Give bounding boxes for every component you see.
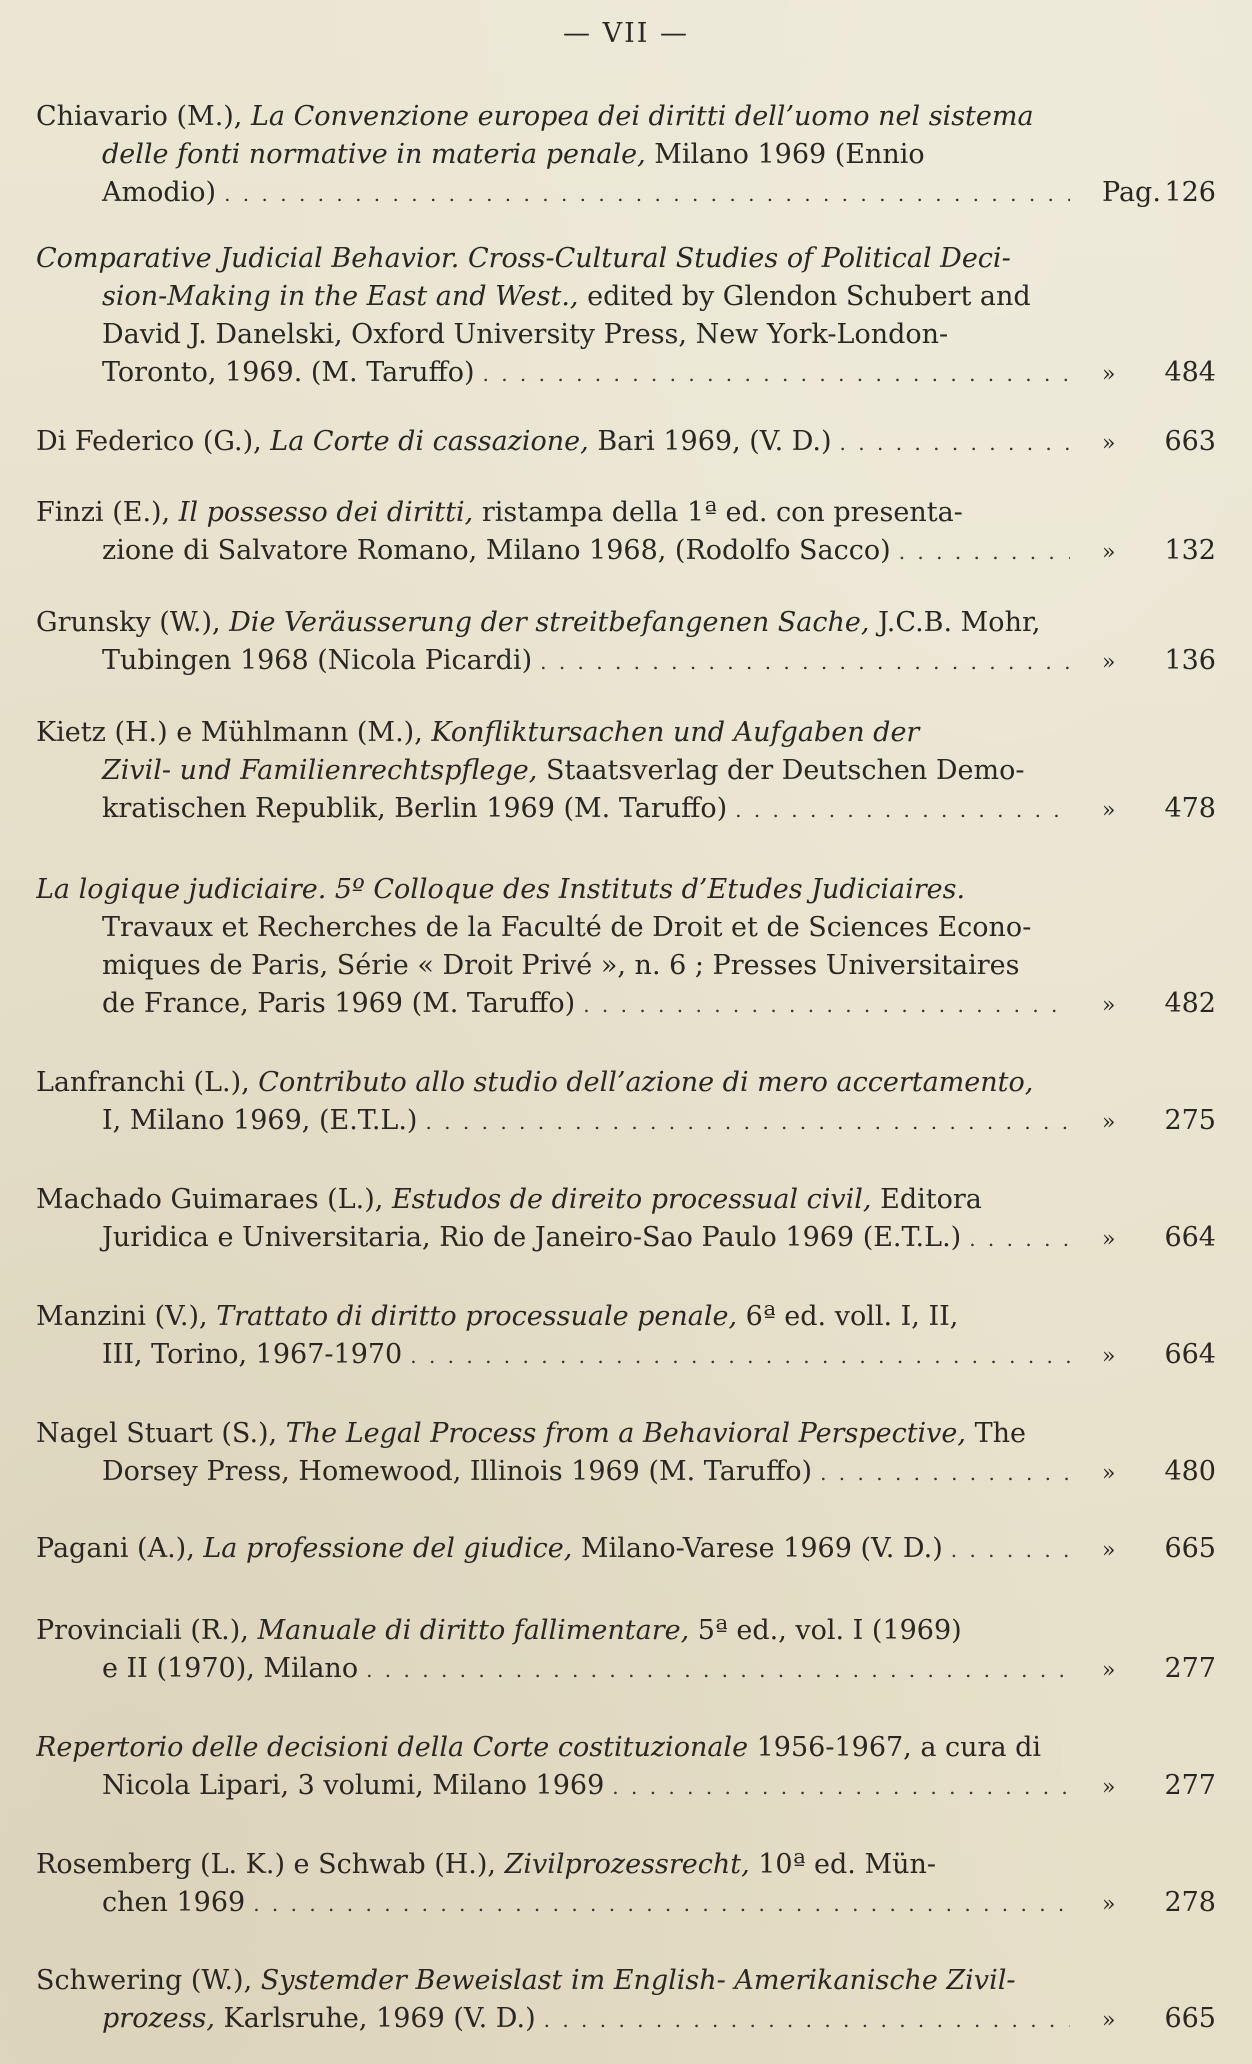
text-segment: Milano-Varese 1969 (V. D.)	[572, 1533, 943, 1564]
text-segment: Toronto, 1969. (M. Taruffo)	[102, 357, 475, 388]
italic-title-segment: La Corte di cassazione,	[270, 426, 589, 457]
bibliography-entry	[36, 1181, 1216, 1257]
page-number-ref: 665	[1164, 2003, 1216, 2034]
entry-line	[36, 871, 1070, 909]
dot-leader	[820, 1453, 1070, 1491]
text-segment: 6ª ed. voll. I, II,	[737, 1301, 959, 1332]
page-label: »	[1102, 1892, 1116, 1917]
text-segment: Kietz (H.) e Mühlmann (M.),	[36, 717, 432, 748]
entry-line-text	[102, 1453, 812, 1491]
page-number-ref: 278	[1164, 1887, 1216, 1918]
entry-line-text	[102, 1102, 417, 1140]
page-reference	[1066, 1219, 1216, 1259]
bibliography-entry	[36, 1729, 1216, 1805]
page-number-ref: 482	[1164, 988, 1216, 1019]
entry-line-text	[102, 532, 891, 570]
entry-line-text	[102, 950, 1019, 981]
bibliography-entry	[36, 1846, 1216, 1922]
text-segment: Schwering (W.),	[36, 1965, 261, 1996]
dot-leader	[899, 532, 1070, 570]
entry-line	[36, 604, 1070, 642]
entry-line-text	[36, 1615, 962, 1646]
text-segment: Tubingen 1968 (Nicola Picardi)	[102, 645, 533, 676]
entry-line-text	[36, 243, 1011, 274]
entry-line	[36, 174, 1070, 212]
entry-line-text	[36, 1732, 1041, 1763]
page-label: »	[1102, 540, 1116, 565]
italic-title-segment: Konfliktursachen und Aufgaben der	[431, 717, 920, 748]
text-segment: Dorsey Press, Homewood, Illinois 1969 (M. Taruffo)	[102, 1456, 813, 1487]
dot-leader	[735, 790, 1070, 828]
italic-title-segment: prozess,	[102, 2003, 215, 2034]
entry-line	[36, 1530, 1070, 1568]
text-segment: Travaux et Recherches de la Faculté de Droit et de Sciences Econo-	[102, 912, 1032, 943]
italic-title-segment: Manuale di diritto fallimentare,	[257, 1615, 690, 1646]
entry-line	[36, 1846, 1070, 1884]
entry-line	[36, 752, 1070, 790]
italic-title-segment: Comparative Judicial Behavior. Cross-Cultural Studies of Political Deci-	[36, 243, 1011, 274]
page-reference	[1066, 1650, 1216, 1690]
page-label: »	[1102, 1658, 1116, 1683]
text-segment: Bari 1969, (V. D.)	[588, 426, 832, 457]
entry-line-text	[36, 1184, 982, 1215]
dot-leader	[951, 1530, 1070, 1568]
page-reference	[1066, 1767, 1216, 1807]
dot-leader	[410, 1336, 1070, 1374]
text-segment: 10ª ed. Mün-	[749, 1849, 936, 1880]
entry-line	[36, 532, 1070, 570]
text-segment: III, Torino, 1967-1970	[102, 1339, 403, 1370]
page-label: »	[1102, 1344, 1116, 1369]
entry-line-text	[102, 1219, 961, 1257]
italic-title-segment: Zivilprozessrecht,	[504, 1849, 750, 1880]
entry-line-text	[102, 281, 1031, 312]
italic-title-segment: Estudos de direito processual civil,	[391, 1184, 872, 1215]
entry-line	[36, 985, 1070, 1023]
text-segment: Amodio)	[102, 177, 217, 208]
entry-line-text	[36, 1530, 943, 1568]
italic-title-segment: Systemder Beweislast im English- Amerikanische Zivil-	[260, 1965, 1016, 1996]
text-segment: Grunsky (W.),	[36, 607, 230, 638]
italic-title-segment: Il possesso dei diritti,	[178, 497, 474, 528]
page-label: »	[1102, 1461, 1116, 1486]
entry-line	[36, 423, 1070, 461]
entry-line	[36, 1453, 1070, 1491]
page-number-ref: 484	[1164, 357, 1216, 388]
italic-title-segment: Zivil- und Familienrechtspflege,	[102, 755, 538, 786]
page-number-ref: 275	[1164, 1105, 1216, 1136]
text-segment: Provinciali (R.),	[36, 1615, 258, 1646]
text-segment: Machado Guimaraes (L.),	[36, 1184, 392, 1215]
italic-title-segment: Die Veräusserung der streitbefangenen Sache,	[229, 607, 870, 638]
entry-line-text	[102, 790, 727, 828]
text-segment: Karlsruhe, 1969 (V. D.)	[214, 2003, 536, 2034]
entry-line-text	[36, 1418, 1026, 1449]
text-segment: Rosemberg (L. K.) e Schwab (H.),	[36, 1849, 505, 1880]
dot-leader	[540, 642, 1070, 680]
page-number-ref: 480	[1164, 1456, 1216, 1487]
page-number-ref: 132	[1164, 535, 1216, 566]
entry-line	[36, 1650, 1070, 1688]
entry-line-text	[102, 1884, 245, 1922]
entry-line	[36, 2000, 1070, 2038]
text-segment: kratischen Republik, Berlin 1969 (M. Taruffo)	[102, 793, 728, 824]
entry-line-text	[102, 354, 475, 392]
page-number: — VII —	[563, 18, 689, 49]
page-label: »	[1102, 1538, 1116, 1563]
entry-line-text	[36, 497, 963, 528]
entry-line-text	[102, 174, 216, 212]
text-segment: 1956-1967, a cura di	[748, 1732, 1042, 1763]
text-segment: de France, Paris 1969 (M. Taruffo)	[102, 988, 576, 1019]
dot-leader	[366, 1650, 1070, 1688]
text-segment: Di Federico (G.),	[36, 426, 271, 457]
entry-line	[36, 1612, 1070, 1650]
page-reference	[1066, 1530, 1216, 1570]
italic-title-segment: sion-Making in the East and West.,	[102, 281, 579, 312]
entry-line-text	[102, 1336, 402, 1374]
italic-title-segment: La logique judiciaire. 5º Colloque des Instituts d’Etudes Judiciaires.	[36, 874, 966, 905]
entry-line	[36, 790, 1070, 828]
page-reference	[1066, 642, 1216, 682]
entry-line	[36, 1102, 1070, 1140]
italic-title-segment: La professione del giudice,	[203, 1533, 573, 1564]
page-number-ref: 663	[1164, 426, 1216, 457]
entry-line-text	[102, 1650, 358, 1688]
entry-line-text	[36, 101, 1034, 132]
entry-line-text	[36, 717, 919, 748]
page-label: »	[1102, 993, 1116, 1018]
page-label: »	[1102, 1227, 1116, 1252]
entry-line	[36, 354, 1070, 392]
page-number-ref: 478	[1164, 793, 1216, 824]
entry-line	[36, 278, 1070, 316]
text-segment: 5ª ed., vol. I (1969)	[689, 1615, 962, 1646]
bibliography-entry	[36, 1530, 1216, 1568]
page-label: Pag.	[1102, 177, 1161, 208]
italic-title-segment: Contributo allo studio dell’azione di mero accertamento,	[258, 1067, 1034, 1098]
text-segment: edited by Glendon Schubert and	[578, 281, 1031, 312]
page-reference	[1066, 2000, 1216, 2040]
entry-line	[36, 1064, 1070, 1102]
entry-line-text	[102, 319, 948, 350]
bibliography-entry	[36, 240, 1216, 392]
bibliography-entry	[36, 1064, 1216, 1140]
page-reference	[1066, 423, 1216, 463]
entry-line	[36, 98, 1070, 136]
dot-leader	[425, 1102, 1070, 1140]
page-number-ref: 126	[1164, 177, 1216, 208]
page-label: »	[1102, 1110, 1116, 1135]
entry-line	[36, 1415, 1070, 1453]
entry-line	[36, 1219, 1070, 1257]
entry-line-text	[36, 874, 965, 905]
text-segment: I, Milano 1969, (E.T.L.)	[102, 1105, 418, 1136]
entry-line	[36, 494, 1070, 532]
page-label: »	[1102, 1775, 1116, 1800]
entry-line-text	[102, 985, 575, 1023]
bibliography-entry	[36, 871, 1216, 1023]
italic-title-segment: delle fonti normative in materia penale,	[102, 139, 646, 170]
entry-line	[36, 1336, 1070, 1374]
bibliography-entry	[36, 714, 1216, 828]
entry-line	[36, 1767, 1070, 1805]
entry-line-text	[102, 1767, 604, 1805]
page-reference	[1066, 1102, 1216, 1142]
entry-line-text	[36, 1301, 958, 1332]
italic-title-segment: Trattato di diritto processuale penale,	[216, 1301, 738, 1332]
page-reference	[1066, 174, 1216, 212]
entry-line	[36, 1181, 1070, 1219]
text-segment: Finzi (E.),	[36, 497, 179, 528]
entry-line-text	[102, 139, 925, 170]
entry-line	[36, 316, 1070, 354]
entry-line	[36, 714, 1070, 752]
entry-line-text	[36, 423, 832, 461]
page-label: »	[1102, 2008, 1116, 2033]
dot-leader	[612, 1767, 1070, 1805]
text-segment: J.C.B. Mohr,	[869, 607, 1041, 638]
dot-leader	[253, 1884, 1070, 1922]
page-reference	[1066, 985, 1216, 1025]
entry-line	[36, 1884, 1070, 1922]
page-label: »	[1102, 798, 1116, 823]
page-number-ref: 664	[1164, 1339, 1216, 1370]
page-label: »	[1102, 431, 1116, 456]
text-segment: miques de Paris, Série « Droit Privé », n. 6 ; Presses Universitaires	[102, 950, 1020, 981]
entry-line	[36, 1729, 1070, 1767]
entry-line-text	[102, 2000, 536, 2038]
text-segment: Nicola Lipari, 3 volumi, Milano 1969	[102, 1770, 605, 1801]
entry-line	[36, 947, 1070, 985]
entry-line-text	[102, 642, 532, 680]
entry-line	[36, 642, 1070, 680]
page-reference	[1066, 1884, 1216, 1924]
text-segment: Staatsverlag der Deutschen Demo-	[537, 755, 1025, 786]
dot-leader	[969, 1219, 1070, 1257]
bibliography-entry	[36, 1415, 1216, 1491]
bibliography-entry	[36, 1298, 1216, 1374]
entry-line	[36, 1298, 1070, 1336]
text-segment: Pagani (A.),	[36, 1533, 204, 1564]
entry-line	[36, 909, 1070, 947]
page-number-ref: 277	[1164, 1770, 1216, 1801]
bibliography-entry	[36, 604, 1216, 680]
bibliography-entry	[36, 1962, 1216, 2038]
text-segment: Nagel Stuart (S.),	[36, 1418, 286, 1449]
text-segment: The	[966, 1418, 1026, 1449]
page-number-ref: 664	[1164, 1222, 1216, 1253]
text-segment: Manzini (V.),	[36, 1301, 217, 1332]
page-label: »	[1102, 650, 1116, 675]
dot-leader	[544, 2000, 1070, 2038]
italic-title-segment: The Legal Process from a Behavioral Perspective,	[285, 1418, 966, 1449]
entry-line-text	[36, 1849, 936, 1880]
page-number-ref: 277	[1164, 1653, 1216, 1684]
page-number-ref: 136	[1164, 645, 1216, 676]
bibliography-entry	[36, 494, 1216, 570]
page-reference	[1066, 532, 1216, 572]
text-segment: ristampa della 1ª ed. con presenta-	[473, 497, 963, 528]
bibliography-entry	[36, 423, 1216, 461]
text-segment: zione di Salvatore Romano, Milano 1968, (Rodolfo Sacco)	[102, 535, 891, 566]
entry-line-text	[36, 607, 1040, 638]
text-segment: e II (1970), Milano	[102, 1653, 359, 1684]
italic-title-segment: Repertorio delle decisioni della Corte costituzionale	[36, 1732, 749, 1763]
text-segment: David J. Danelski, Oxford University Press, New York-London-	[102, 319, 949, 350]
text-segment: chen 1969	[102, 1887, 246, 1918]
text-segment: Juridica e Universitaria, Rio de Janeiro-Sao Paulo 1969 (E.T.L.)	[102, 1222, 962, 1253]
entry-line-text	[36, 1067, 1033, 1098]
entry-line	[36, 240, 1070, 278]
page-reference	[1066, 790, 1216, 830]
dot-leader	[840, 423, 1070, 461]
page-label: »	[1102, 362, 1116, 387]
text-segment: Milano 1969 (Ennio	[645, 139, 925, 170]
dot-leader	[483, 354, 1071, 392]
dot-leader	[224, 174, 1070, 212]
page-reference	[1066, 354, 1216, 394]
dot-leader	[583, 985, 1070, 1023]
text-segment: Chiavario (M.),	[36, 101, 251, 132]
bibliography-entry	[36, 98, 1216, 212]
entry-line	[36, 136, 1070, 174]
bibliography-entry	[36, 1612, 1216, 1688]
entry-line-text	[102, 755, 1024, 786]
italic-title-segment: La Convenzione europea dei diritti dell’uomo nel sistema	[250, 101, 1034, 132]
entry-line-text	[102, 912, 1031, 943]
entry-line	[36, 1962, 1070, 2000]
page-reference	[1066, 1336, 1216, 1376]
page-number-ref: 665	[1164, 1533, 1216, 1564]
page-reference	[1066, 1453, 1216, 1493]
text-segment: Lanfranchi (L.),	[36, 1067, 259, 1098]
text-segment: Editora	[871, 1184, 982, 1215]
entry-line-text	[36, 1965, 1015, 1996]
